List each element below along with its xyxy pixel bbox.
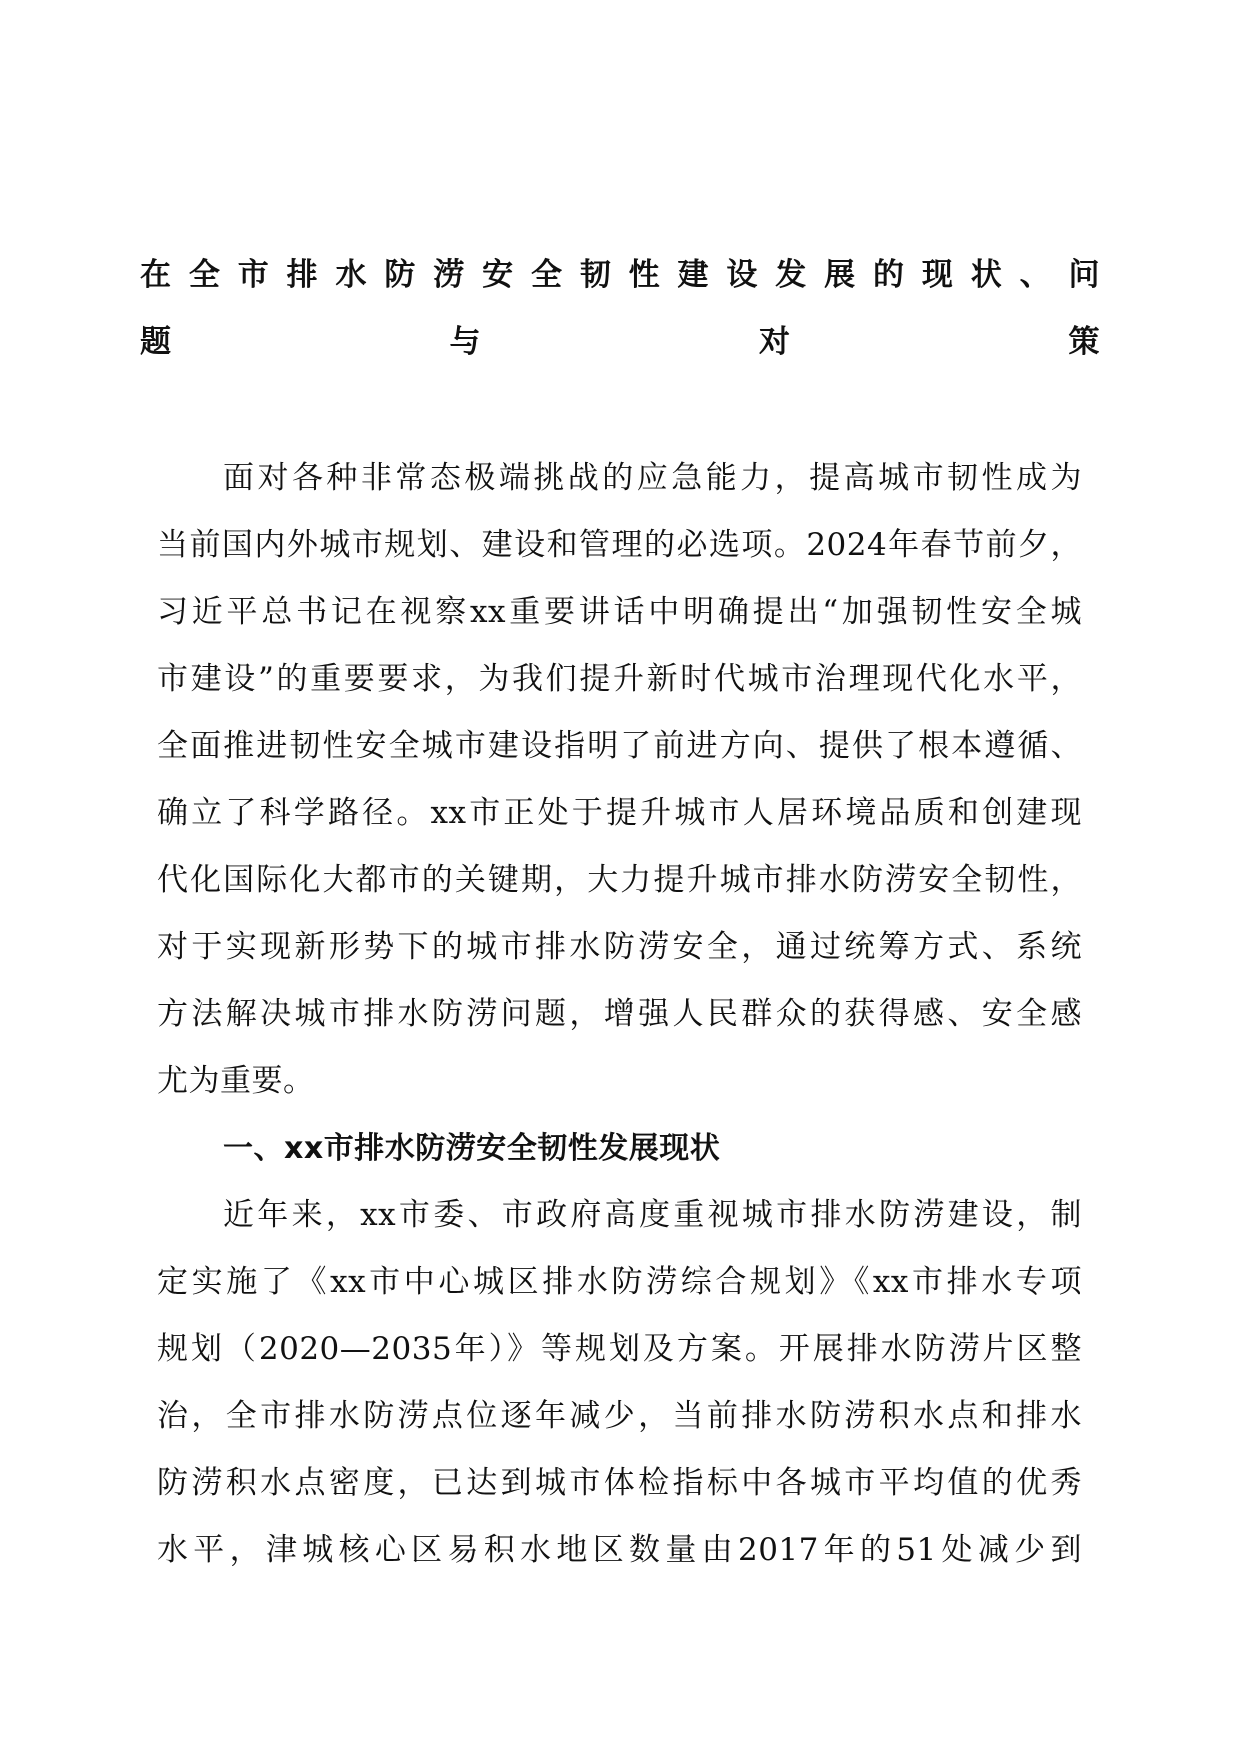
paragraph-line: 市建设”的重要要求，为我们提升新时代城市治理现代化水平， <box>157 661 1082 697</box>
paragraph-line: 水平，津城核心区易积水地区数量由2017年的51处减少到 <box>157 1532 1082 1568</box>
document-title <box>140 242 1100 376</box>
paragraph-line: 代化国际化大都市的关键期，大力提升城市排水防涝安全韧性， <box>157 862 1082 898</box>
paragraph-line: 治，全市排水防涝点位逐年减少，当前排水防涝积水点和排水 <box>157 1398 1082 1434</box>
paragraph-intro <box>157 445 1082 1115</box>
title-line: 题与对策 <box>140 324 1100 360</box>
paragraph-status <box>157 1182 1082 1584</box>
paragraph-line: 定实施了《xx市中心城区排水防涝综合规划》《xx市排水专项 <box>157 1264 1082 1300</box>
paragraph-line: 当前国内外城市规划、建设和管理的必选项。2024年春节前夕， <box>157 527 1082 563</box>
paragraph-line: 近年来，xx市委、市政府高度重视城市排水防涝建设，制 <box>223 1197 1082 1233</box>
paragraph-line: 方法解决城市排水防涝问题，增强人民群众的获得感、安全感 <box>157 996 1082 1032</box>
title-line: 在全市排水防涝安全韧性建设发展的现状、问 <box>140 257 1100 293</box>
paragraph-line: 规划（2020—2035年）》等规划及方案。开展排水防涝片区整 <box>157 1331 1082 1367</box>
paragraph-line: 对于实现新形势下的城市排水防涝安全，通过统筹方式、系统 <box>157 929 1082 965</box>
paragraph-line: 全面推进韧性安全城市建设指明了前进方向、提供了根本遵循、 <box>157 728 1082 764</box>
paragraph-line: 防涝积水点密度，已达到城市体检指标中各城市平均值的优秀 <box>157 1465 1082 1501</box>
paragraph-line: 面对各种非常态极端挑战的应急能力，提高城市韧性成为 <box>223 460 1082 496</box>
document-body <box>157 445 1082 1584</box>
paragraph-line: 习近平总书记在视察xx重要讲话中明确提出“加强韧性安全城 <box>157 594 1082 630</box>
paragraph-line: 尤为重要。 <box>157 1063 315 1099</box>
section-heading: 一、xx市排水防涝安全韧性发展现状 <box>223 1131 721 1166</box>
paragraph-line: 确立了科学路径。xx市正处于提升城市人居环境品质和创建现 <box>157 795 1082 831</box>
